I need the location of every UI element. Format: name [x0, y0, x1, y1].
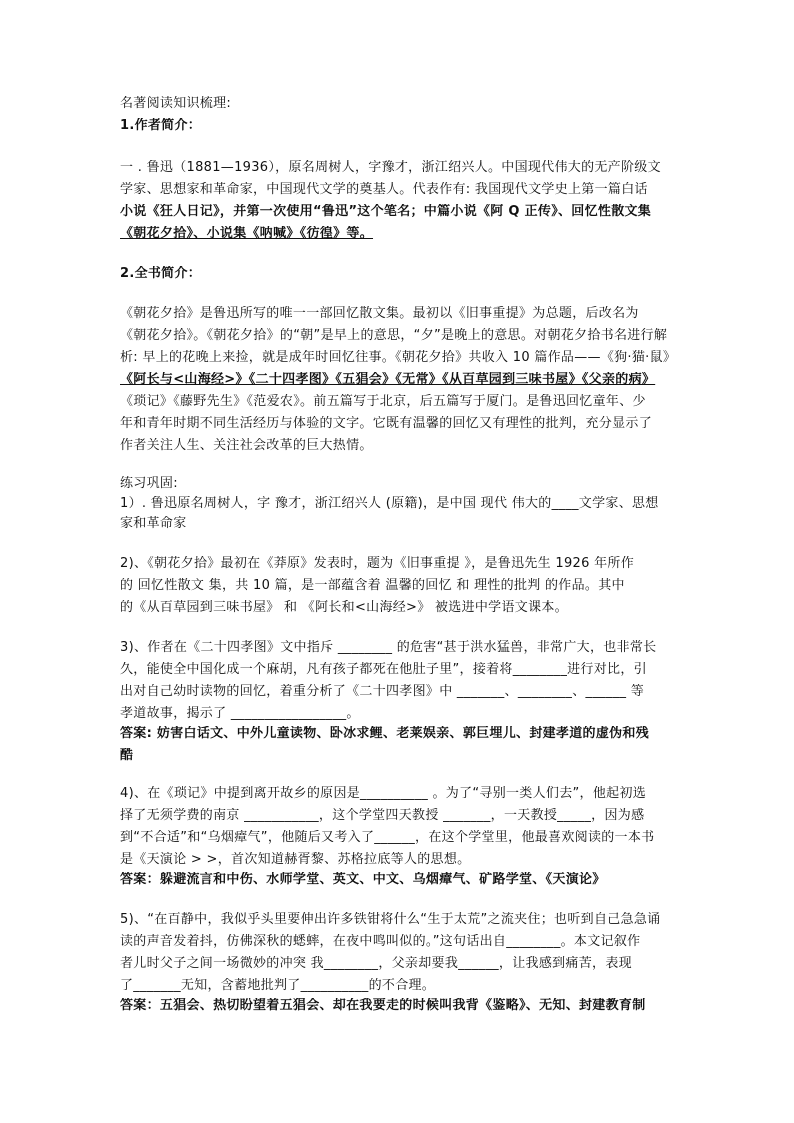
- q3-line-3: 出对自己幼时读物的回忆，着重分析了《二十四孝图》中 _______、________、______ 等: [120, 684, 645, 699]
- book-line-6: 年和青年时期不同生活经历与体验的文字。它既有温馨的回忆又有理性的批判，充分显示了: [120, 416, 653, 431]
- q3-line-4: 孝道故事，揭示了 _________________。: [120, 706, 360, 721]
- section-book-title: 2.全书简介：: [120, 266, 202, 281]
- book-line-4: 《阿长与<山海经>》《二十四孝图》《五猖会》《无常》《从百草园到三味书屋》《父亲的病》: [120, 372, 656, 387]
- q5-answer: 答案：五猖会、热切盼望着五猖会、却在我要走的时候叫我背《鉴略》、无知、封建教育制: [120, 998, 646, 1013]
- author-line-2: 学家、思想家和革命家，中国现代文学的奠基人。代表作有: 我国现代文学史上第一篇白话: [120, 182, 648, 197]
- book-line-5: 《琐记》《藤野先生》《范爱农》。前五篇写于北京，后五篇写于厦门。是鲁迅回忆童年、少: [120, 394, 646, 409]
- q1-line-1: 1）. 鲁迅原名周树人，字 豫才，浙江绍兴人 (原籍)，是中国 现代 伟大的____文学家、思想: [120, 496, 659, 511]
- book-line-1: 《朝花夕拾》是鲁迅所写的唯一一部回忆散文集。最初以《旧事重提》为总题，后改名为: [120, 306, 639, 321]
- q4-line-4: 是《天演论 > >，首次知道赫胥黎、苏格拉底等人的思想。: [120, 852, 471, 867]
- q3-line-2: 久，能使全中国化成一个麻胡，凡有孩子都死在他肚子里”，接着将________进行对比，引: [120, 662, 647, 677]
- q2-line-2: 的 回忆性散文 集，共 10 篇，是一部蕴含着 温馨的回忆 和 理性的批判 的作品。其中: [120, 578, 625, 593]
- q5-line-3: 者儿时父子之间一场微妙的冲突 我________，父亲却要我______，让我感到痛苦，表现: [120, 956, 632, 971]
- q2-line-1: 2)、《朝花夕拾》最初在《莽原》发表时，题为《旧事重提 》，是鲁迅先生 1926 年所作: [120, 556, 635, 571]
- q2-line-3: 的《从百草园到三味书屋》 和 《阿长和<山海经>》 被选进中学语文课本。: [120, 600, 568, 615]
- q5-line-2: 读的声音发着抖，仿佛深秋的蟋蟀，在夜中鸣叫似的。”这句话出自________。本文记叙作: [120, 934, 641, 949]
- q5-line-1: 5)、“在百静中，我似乎头里要伸出许多铁钳将什么“生于太荒”之流夹住；也听到自己急急诵: [120, 912, 661, 927]
- q3-answer-2: 酷: [120, 748, 134, 763]
- q4-line-2: 择了无须学费的南京 ___________，这个学堂四天教授 _______，一天教授_____，因为感: [120, 808, 645, 823]
- doc-heading: 名著阅读知识梳理:: [120, 96, 232, 111]
- q4-line-1: 4)、在《琐记》中提到离开故乡的原因是__________ 。为了“寻别一类人们去”，他起初选: [120, 786, 647, 801]
- author-line-1: 一 . 鲁迅（1881—1936），原名周树人，字豫才，浙江绍兴人。中国现代伟大的无产阶级文: [120, 160, 661, 175]
- section-author-title: 1.作者简介：: [120, 118, 202, 133]
- book-line-7: 作者关注人生、关注社会改革的巨大热情。: [120, 438, 373, 453]
- q5-line-4: 了_______无知，含蓄地批判了__________的不合理。: [120, 978, 436, 993]
- practice-title: 练习巩固:: [120, 476, 178, 491]
- author-line-3: 小说《狂人日记》，并第一次使用“鲁迅”这个笔名；中篇小说《阿 Q 正传》、回忆性散文集: [120, 204, 652, 219]
- q3-answer-1: 答案: 妨害白话文、中外儿童读物、卧冰求鲤、老莱娱亲、郭巨埋儿、封建孝道的虚伪和残: [120, 726, 650, 741]
- book-line-3: 析: 早上的花晚上来捡，就是成年时回忆往事。《朝花夕拾》共收入 10 篇作品——《狗·猫·鼠》: [120, 350, 677, 365]
- q3-line-1: 3)、作者在《二十四孝图》文中指斥 ________ 的危害“甚于洪水猛兽，非常广大，也非常长: [120, 640, 657, 655]
- q4-line-3: 到“不合适”和“乌烟瘴气”，他随后又考入了______，在这个学堂里，他最喜欢阅读的一本书: [120, 830, 655, 845]
- q1-line-2: 家和革命家: [120, 516, 187, 531]
- author-line-4: 《朝花夕拾》、小说集《呐喊》《彷徨》等。: [120, 226, 374, 241]
- book-line-2: 《朝花夕拾》。《朝花夕拾》的“朝”是早上的意思，“夕”是晚上的意思。对朝花夕拾书名进行解: [120, 328, 668, 343]
- q4-answer: 答案：躲避流言和中伤、水师学堂、英文、中文、乌烟瘴气、矿路学堂、《天演论》: [120, 872, 606, 887]
